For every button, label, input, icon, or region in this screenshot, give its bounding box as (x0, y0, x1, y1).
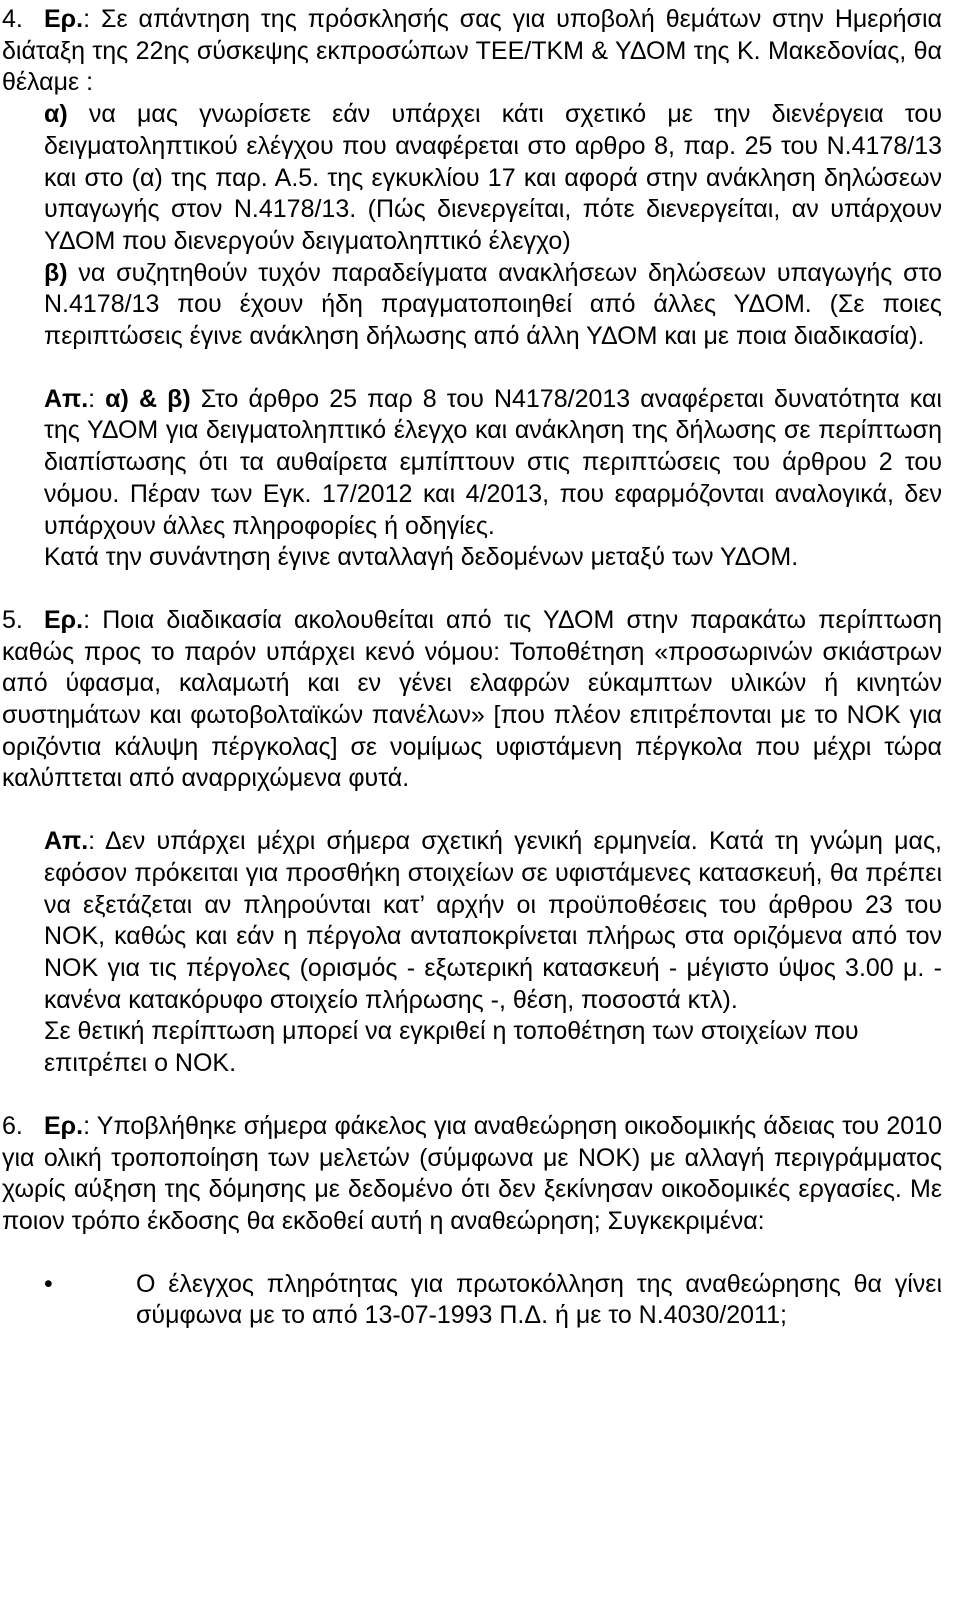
answer-5-text: Δεν υπάρχει μέχρι σήμερα σχετική γενική ερμηνεία. Κατά τη γνώμη μας, εφόσον πρόκειται για προσθήκη στοιχείων σε υφιστάμενες κατασκευή, θα πρέπει να εξετάζεται αν πληρούνται κατ’ αρχήν οι προϋποθέσεις του άρθρου 23 του ΝΟΚ, καθώς και εάν η πέργολα ανταποκρίνεται πλήρως στα οριζόμενα από τον ΝΟΚ για τις πέργολες (ορισμός - εξωτερική κατασκευή - μέγιστο ύψος 3.00 μ. - κανένα κατακόρυφο στοιχείο πλήρωσης -, θέση, ποσοστά κτλ). (44, 827, 942, 1014)
part-a-text: να μας γνωρίσετε εάν υπάρχει κάτι σχετικό με την διενέργεια του δειγματοληπτικού ελέγχου που αναφέρεται στο αρθρο 8, παρ. 25 του Ν.4178/13 και στο (α) της παρ. Α.5. της εγκυκλίου 17 και αφορά στην ανάκληση δηλώσεων υπαγωγής στον Ν.4178/13. (Πώς διενεργείται, πότε διενεργείται, αν υπάρχουν ΥΔΟΜ που διενεργούν δειγματοληπτικό έλεγχο) (44, 100, 942, 255)
answer-parts-label: α) & β) (95, 384, 191, 413)
part-b-text: να συζητηθούν τυχόν παραδείγματα ανακλήσεων δηλώσεων υπαγωγής στο Ν.4178/13 που έχουν ήδη πραγματοποιηθεί από άλλες ΥΔΟΜ. (Σε ποιες περιπτώσεις έγινε ανάκληση δήλωσης από άλλη ΥΔΟΜ και με ποια διαδικασία). (44, 258, 942, 351)
item-number: 6. (2, 1111, 23, 1140)
question-6 (2, 1111, 942, 1332)
bullet-text: Ο έλεγχος πληρότητας για πρωτοκόλληση της αναθεώρησης θα γίνει σύμφωνα με το από 13-07-1993 Π.Δ. ή με το Ν.4030/2011; (136, 1269, 942, 1330)
question-4-part-a (2, 99, 942, 258)
label-sep: : (83, 1111, 91, 1140)
question-4-part-b (2, 258, 942, 353)
item-number: 4. (2, 5, 23, 33)
question-4 (2, 4, 942, 574)
answer-5 (2, 826, 942, 1016)
question-label: Ερ. (44, 5, 84, 33)
answer-5-note: Σε θετική περίπτωση μπορεί να εγκριθεί η τοποθέτηση των στοιχείων που επιτρέπει ο ΝΟΚ. (44, 1017, 859, 1078)
part-a-label: α) (44, 100, 68, 129)
answer-4 (2, 384, 942, 543)
item-number: 5. (2, 605, 23, 634)
question-5-body: Ποια διαδικασία ακολουθείται από τις ΥΔΟΜ στην παρακάτω περίπτωση καθώς προς το παρόν υπάρχει κενό νόμου: Τοποθέτηση «προσωρινών σκιάστρων από ύφασμα, καλαμωτή και εν γένει ελαφρών εύκαμπτων υλικών ή κινητών συστημάτων και φωτοβολταϊκών πανέλων» [που πλέον επιτρέπονται με το ΝΟΚ για οριζόντια κάλυψη πέργκολας] σε νομίμως υφιστάμενη πέργκολα που μέχρι τώρα καλύπτεται από αναρριχώμενα φυτά. (2, 605, 942, 793)
question-4-text (2, 4, 942, 99)
question-intro: Σε απάντηση της πρόσκλησής σας για υποβολή θεμάτων στην Ημερήσια διάταξη της 22ης σύσκεψης εκπροσώπων ΤΕΕ/ΤΚΜ & ΥΔΟΜ της Κ. Μακεδονίας, θα θέλαμε : (2, 5, 942, 97)
bullet-icon: • (44, 1269, 53, 1298)
answer-4-text: Στο άρθρο 25 παρ 8 του Ν4178/2013 αναφέρεται δυνατότητα και της ΥΔΟΜ για δειγματοληπτικό έλεγχο και ανάκληση της δήλωσης σε περίπτωση διαπίστωσης ότι τα αυθαίρετα εμπίπτουν στις περιπτώσεις του άρθρου 2 του νόμου. Πέραν των Εγκ. 17/2012 και 4/2013, που εφαρμόζονται αναλογικά, δεν υπάρχουν άλλες πληροφορίες ή οδηγίες. (44, 384, 942, 540)
question-6-body: Υποβλήθηκε σήμερα φάκελος για αναθεώρηση οικοδομικής άδειας του 2010 για ολική τροποποίηση των μελετών (σύμφωνα με ΝΟΚ) με αλλαγή περιγράμματος χωρίς αύξηση της δόμησης με δεδομένο ότι δεν ξεκίνησαν οικοδομικές εργασίες. Με ποιον τρόπο έκδοσης θα εκδοθεί αυτή η αναθεώρηση; Συγκεκριμένα: (2, 1111, 942, 1235)
part-b-label: β) (44, 258, 68, 287)
label-sep: : (83, 5, 91, 33)
bullet-item (44, 1269, 942, 1332)
question-5 (2, 605, 942, 1080)
answer-sep: : (88, 384, 96, 413)
question-label: Ερ. (44, 605, 84, 634)
answer-4-note: Κατά την συνάντηση έγινε ανταλλαγή δεδομένων μεταξύ των ΥΔΟΜ. (44, 543, 799, 572)
question-6-text (2, 1111, 942, 1238)
label-sep: : (83, 605, 91, 634)
answer-label: Απ. (44, 827, 89, 856)
answer-sep: : (88, 827, 96, 856)
question-label: Ερ. (44, 1111, 84, 1140)
answer-label: Απ. (44, 384, 89, 413)
question-5-text (2, 605, 942, 795)
